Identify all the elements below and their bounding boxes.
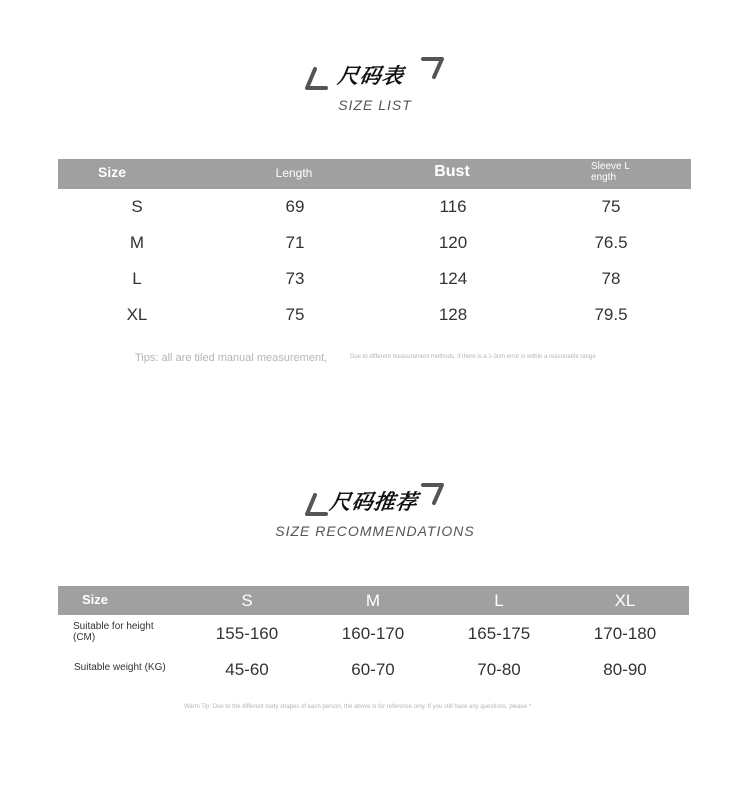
header-bust: Bust — [434, 163, 470, 180]
header-xl: XL — [614, 591, 636, 610]
measurement-tip: Tips: all are tiled manual measurement, — [135, 352, 328, 364]
cell-height-xl: 170-180 — [593, 624, 657, 643]
cell-bust: 124 — [438, 269, 468, 288]
header-length: Length — [275, 166, 313, 180]
cell-size: S — [131, 197, 143, 216]
cell-height-l: 165-175 — [467, 624, 531, 643]
recommend-title-zh: 尺码推荐 — [328, 490, 420, 514]
cell-size: XL — [126, 305, 148, 324]
cell-size: M — [129, 233, 145, 252]
cell-weight-s: 45-60 — [225, 660, 269, 679]
left-bracket-icon — [302, 66, 328, 92]
cell-sleeve: 76.5 — [594, 233, 628, 252]
cell-sleeve: 78 — [601, 269, 621, 288]
row-label-weight: Suitable weight (KG) — [74, 662, 166, 673]
cell-weight-xl: 80-90 — [603, 660, 647, 679]
cell-height-m: 160-170 — [341, 624, 405, 643]
cell-length: 69 — [285, 197, 305, 216]
size-list-header — [58, 159, 691, 189]
size-list-title-zh: 尺码表 — [336, 64, 406, 88]
cell-bust: 116 — [439, 197, 467, 216]
header-size: Size — [81, 592, 108, 607]
right-bracket-icon — [420, 481, 446, 507]
cell-length: 75 — [285, 305, 305, 324]
measurement-tip-detail: Due to different measurement methods, if there is a 1-3cm error is within a reasonable range — [350, 354, 596, 360]
right-bracket-icon — [420, 55, 446, 81]
cell-bust: 120 — [438, 233, 468, 252]
cell-height-s: 155-160 — [215, 624, 279, 643]
header-l: L — [494, 591, 504, 610]
cell-bust: 128 — [438, 305, 468, 324]
cell-weight-m: 60-70 — [351, 660, 395, 679]
cell-length: 73 — [285, 269, 305, 288]
size-list-title-en: SIZE LIST — [338, 97, 412, 113]
left-bracket-icon — [302, 492, 328, 518]
row-label-height: Suitable for height (CM) — [73, 621, 154, 643]
cell-weight-l: 70-80 — [477, 660, 521, 679]
header-m: M — [365, 591, 381, 610]
recommend-header — [58, 586, 689, 615]
header-size: Size — [97, 164, 126, 180]
header-sleeve-length: Sleeve L ength — [591, 161, 630, 183]
header-s: S — [241, 591, 253, 610]
warm-tip: Warm Tip: Due to the different body shapes of each person, the above is for reference only. If you still have any questions, please * — [183, 704, 532, 710]
cell-sleeve: 79.5 — [594, 305, 628, 324]
recommend-title-en: SIZE RECOMMENDATIONS — [275, 523, 475, 539]
cell-sleeve: 75 — [601, 197, 621, 216]
cell-length: 71 — [285, 233, 305, 252]
cell-size: L — [132, 269, 142, 288]
